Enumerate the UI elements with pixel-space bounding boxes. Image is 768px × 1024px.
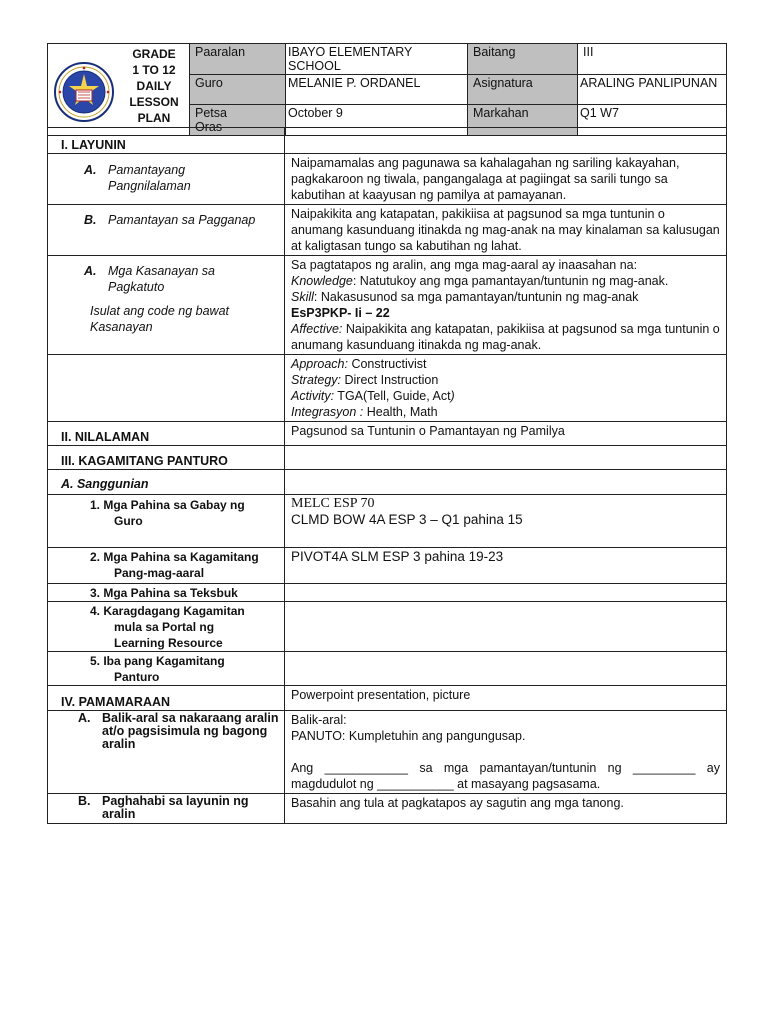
affective-line: [291, 321, 720, 353]
karagdagang-label: [48, 603, 284, 651]
integrasyon-label: Integrasyon :: [291, 405, 364, 419]
strategy-line: [291, 372, 720, 388]
subject-label: Asignatura: [468, 75, 578, 105]
gabay-cell: [48, 495, 285, 548]
date-time-label: Petsa Oras: [190, 105, 286, 136]
gabay-label-line: Guro: [114, 514, 143, 528]
section-pamamaraan: IV. PAMAMARAAN: [48, 686, 285, 711]
skill-line: [291, 289, 720, 305]
logo-cell: [48, 44, 190, 136]
gabay-text: MELC ESP 70: [291, 496, 375, 511]
magaaral-cell: [48, 548, 285, 584]
affective-text: Naipakikita ang katapatan, pakikiisa at pagsunod sa mga tuntunin o anumang kasunduang itinakda ng mag-anak.: [291, 322, 720, 352]
grade-title: [120, 46, 188, 126]
grade-level-label: Baitang: [468, 44, 578, 75]
approach-text: Constructivist: [347, 357, 427, 371]
approach-line: [291, 356, 720, 372]
table-row: [48, 128, 727, 154]
knowledge-line: [291, 273, 720, 289]
balik-sentence: magdudulot ng ___________ at masayang pagsasama.: [291, 777, 601, 791]
knowledge-text: : Natutukoy ang mga pamantayan/tuntunin ng mag-anak.: [352, 274, 669, 288]
date-value: October 9: [286, 105, 468, 136]
pamantayang-label: Pamantayang Pangnilalaman: [108, 163, 191, 193]
balik-label: Balik-aral sa nakaraang aralin at/o pagsisimula ng bagong aralin: [102, 711, 279, 751]
balik-text: Balik-aral:: [291, 713, 347, 727]
empty-cell: [48, 355, 285, 422]
skill-text: : Nakasusunod sa mga pamantayan/tuntunin ng mag-anak: [313, 290, 639, 304]
table-row: [48, 495, 727, 548]
item-marker: B.: [84, 213, 97, 227]
nilalaman-text: Pagsunod sa Tuntunin o Pamantayan ng Pamilya: [285, 422, 727, 446]
table-row: [48, 422, 727, 446]
paghahabi-label: Paghahabi sa layunin ng aralin: [102, 794, 249, 821]
pagganap-label: Pamantayan sa Pagganap: [108, 213, 256, 227]
table-row: [48, 446, 727, 470]
skill-label: Skill: [291, 290, 314, 304]
approach-label: Approach:: [291, 357, 348, 371]
grade-line: GRADE: [132, 47, 176, 61]
section-nilalaman: II. NILALAMAN: [48, 422, 285, 446]
teksbuk-cell: [48, 584, 285, 602]
sub-item: [54, 263, 278, 295]
sub-item: [54, 212, 278, 228]
quarter-label: Markahan: [468, 105, 578, 136]
balik-sentence: Ang ____________ sa mga pamantayan/tuntunin ng _________ ay: [291, 761, 720, 775]
affective-label: Affective:: [291, 322, 343, 336]
table-row: [48, 584, 727, 602]
kasanayan-intro: Sa pagtatapos ng aralin, ang mga mag-aaral ay inaasahan na:: [291, 258, 638, 272]
sub-item: [48, 711, 284, 751]
pagganap-text: Naipakikita ang katapatan, pakikiisa at pagsunod sa mga tuntunin o anumang kasunduang itinakda ng mag-anak na may kinalaman sa kalusugan at kaligtasan tungo sa kabutihan ng lahat.: [285, 205, 727, 256]
karagdagang-label-line: 4. Karagdagang Kagamitan: [90, 604, 245, 618]
table-row: [48, 794, 727, 824]
iba-label-line: 5. Iba pang Kagamitang: [90, 654, 225, 668]
section-layunin: I. LAYUNIN: [48, 128, 285, 154]
activity-label: Activity:: [291, 389, 335, 403]
table-row: [48, 686, 727, 711]
grade-line: PLAN: [137, 111, 171, 125]
balik-instruction: PANUTO: Kumpletuhin ang pangungusap.: [291, 729, 526, 743]
karagdagang-label-line: Learning Resource: [114, 636, 223, 650]
item-marker: A.: [84, 264, 97, 278]
deped-seal-icon: [54, 62, 114, 122]
magaaral-label: [48, 549, 284, 581]
knowledge-label: Knowledge: [291, 274, 353, 288]
magaaral-label-line: 2. Mga Pahina sa Kagamitang: [90, 550, 259, 564]
magaaral-text: PIVOT4A SLM ESP 3 pahina 19-23: [285, 548, 727, 584]
empty-cell: [285, 652, 727, 686]
lesson-table: [47, 127, 727, 824]
integrasyon-line: [291, 404, 720, 420]
iba-label: [48, 653, 284, 685]
grade-line: 1 TO 12: [132, 63, 176, 77]
empty-cell: [285, 470, 727, 495]
strategy-text: Direct Instruction: [341, 373, 439, 387]
table-row: [48, 355, 727, 422]
paghahabi-cell: [48, 794, 285, 824]
item-marker: B.: [78, 794, 91, 808]
pagganap-cell: [48, 205, 285, 256]
kasanayan-cell: [48, 256, 285, 355]
table-row: [48, 711, 727, 794]
gabay-content: [285, 495, 727, 548]
karagdagang-cell: [48, 602, 285, 652]
quarter-value: Q1 W7: [578, 105, 727, 136]
table-row: [48, 548, 727, 584]
item-marker: A.: [84, 163, 97, 177]
pamantayang-cell: [48, 154, 285, 205]
sub-item: [54, 162, 278, 194]
teacher-label: Guro: [190, 75, 286, 105]
balik-cell: [48, 711, 285, 794]
table-row: [48, 154, 727, 205]
paghahabi-text: Basahin ang tula at pagkatapos ay sagutin ang mga tanong.: [285, 794, 727, 824]
karagdagang-label-line: mula sa Portal ng: [114, 620, 215, 634]
kasanayan-content: [285, 256, 727, 355]
pamantayang-text: Naipamamalas ang pagunawa sa kahalagahan ng sariling kakayahan, pagkakaroon ng tiwala, pangangalaga at pagiingat sa sarili tungo sa kabutihan at kaayusan ng pamilya at pamayanan.: [285, 154, 727, 205]
integrasyon-text: Health, Math: [363, 405, 438, 419]
activity-close: ): [450, 389, 455, 403]
teacher-value: MELANIE P. ORDANEL: [286, 75, 468, 105]
item-marker: A.: [78, 711, 91, 725]
header-table: [47, 43, 727, 136]
gabay-label: [48, 497, 284, 529]
empty-cell: [285, 584, 727, 602]
competency-code: EsP3PKP- Ii – 22: [291, 306, 390, 320]
table-row: [48, 602, 727, 652]
grade-level-value: III: [578, 44, 727, 75]
sanggunian-label: A. Sanggunian: [48, 470, 285, 495]
iba-label-line: Panturo: [114, 670, 160, 684]
kasanayan-note: Isulat ang code ng bawat Kasanayan: [90, 304, 229, 334]
section-kagamitang: III. KAGAMITANG PANTURO: [48, 446, 285, 470]
school-label: Paaralan: [190, 44, 286, 75]
sub-item: [48, 794, 284, 821]
iba-cell: [48, 652, 285, 686]
empty-cell: [285, 602, 727, 652]
empty-cell: [285, 128, 727, 154]
activity-text: TGA(Tell, Guide, Act: [334, 389, 451, 403]
empty-cell: [285, 446, 727, 470]
subject-value: ARALING PANLIPUNAN: [578, 75, 727, 105]
teksbuk-label: 3. Mga Pahina sa Teksbuk: [90, 586, 238, 600]
grade-line: LESSON: [129, 95, 179, 109]
strategy-label: Strategy:: [291, 373, 342, 387]
iba-text: Powerpoint presentation, picture: [285, 686, 727, 711]
balik-content: [285, 711, 727, 794]
magaaral-label-line: Pang-mag-aaral: [114, 566, 205, 580]
activity-line: [291, 388, 720, 404]
approach-content: [285, 355, 727, 422]
table-row: [48, 205, 727, 256]
gabay-text: CLMD BOW 4A ESP 3 – Q1 pahina 15: [291, 512, 523, 527]
school-value: IBAYO ELEMENTARY SCHOOL: [286, 44, 468, 75]
gabay-label-line: 1. Mga Pahina sa Gabay ng: [90, 498, 245, 512]
table-row: [48, 470, 727, 495]
spacer: [291, 744, 720, 760]
grade-line: DAILY: [136, 79, 172, 93]
kasanayan-label: Mga Kasanayan sa Pagkatuto: [108, 264, 216, 294]
table-row: [48, 652, 727, 686]
table-row: [48, 256, 727, 355]
